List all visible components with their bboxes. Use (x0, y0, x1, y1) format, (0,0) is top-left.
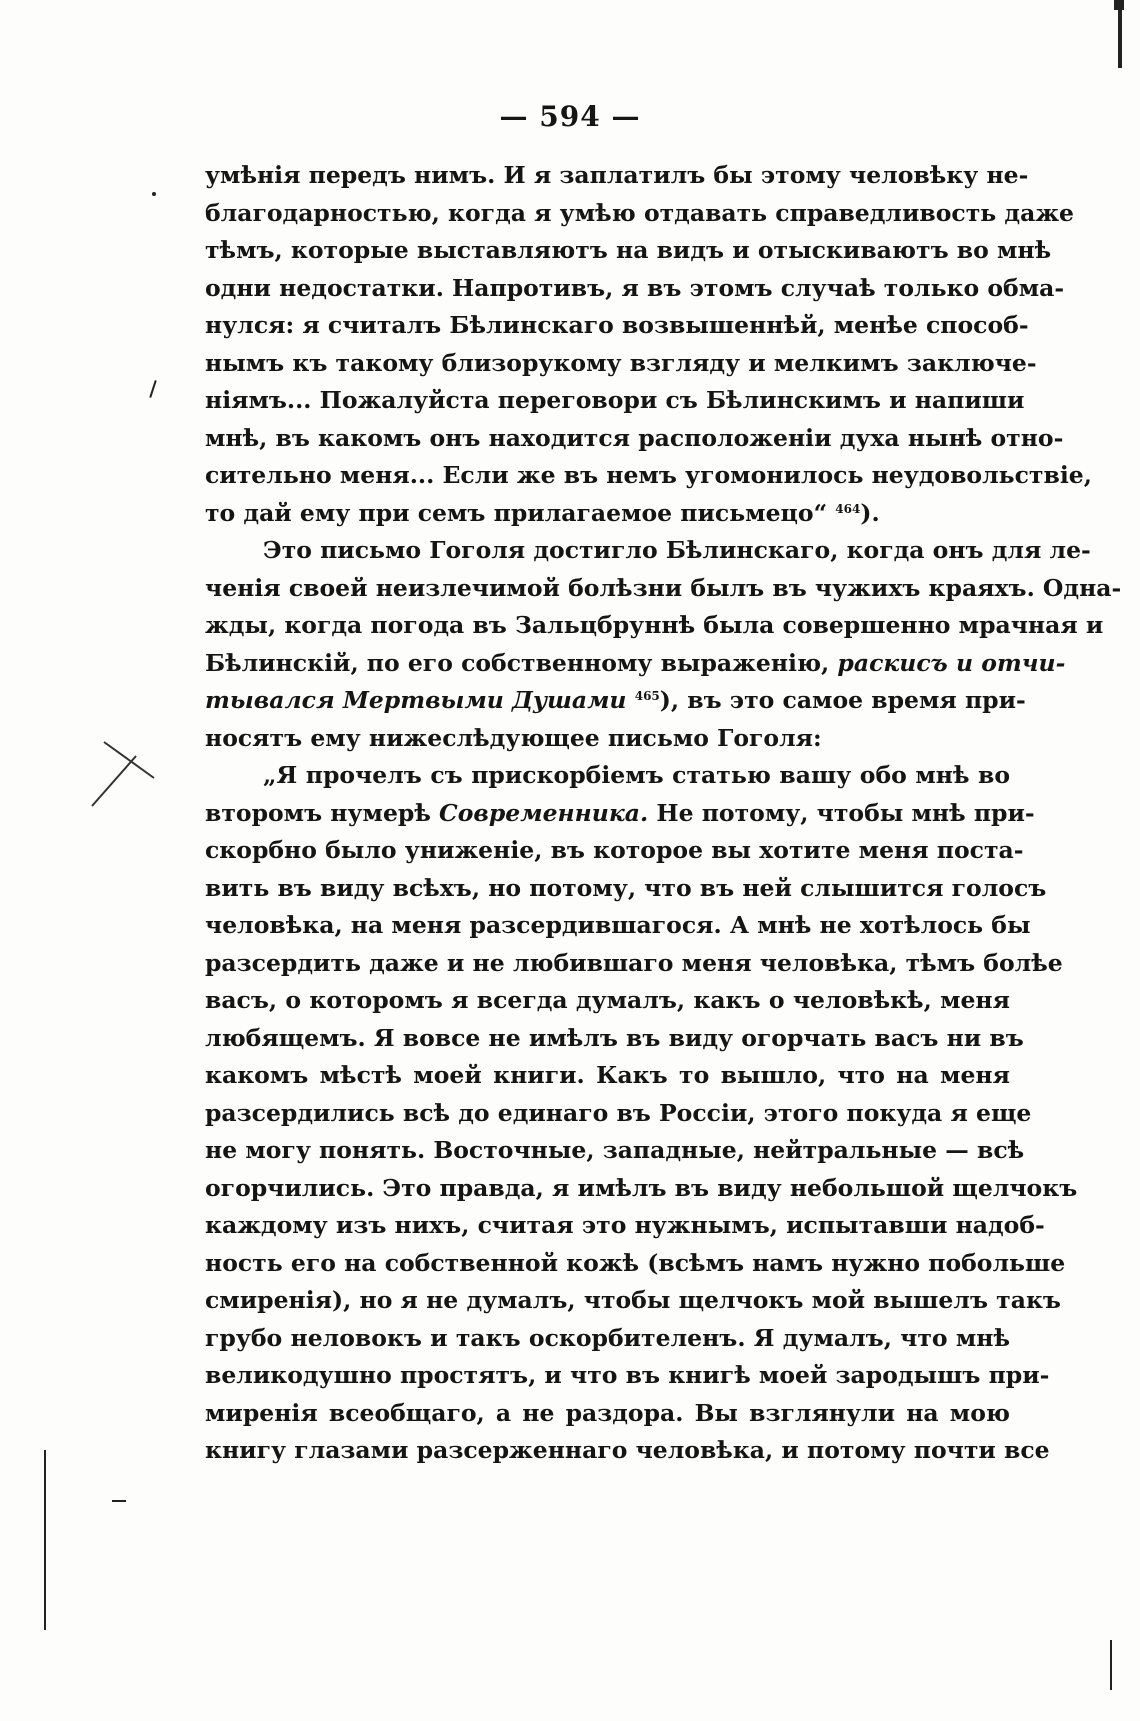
text-line: благодарностью, когда я умѣю отдавать справедливость даже (205, 198, 1074, 227)
text-line: книгу глазами разсерженнаго человѣка, и потому почти все (205, 1436, 1050, 1464)
text-line: скорбно было униженіе, въ которое вы хотите меня поста- (205, 836, 1024, 864)
text-line: умѣнія передъ нимъ. И я заплатилъ бы этому человѣку не- (205, 161, 1029, 189)
scan-edge-mark (44, 1450, 46, 1630)
text-line: одни недостатки. Напротивъ, я въ этомъ случаѣ только обма- (205, 273, 1065, 302)
text-line: нымъ къ такому близорукому взгляду и мелкимъ заключе- (205, 348, 1037, 377)
text-line: миренія всеобщаго, а не раздора. Вы взглянули на мою (205, 1398, 1010, 1427)
page-number: — 594 — (499, 100, 641, 133)
text-line: каждому изъ нихъ, считая это нужнымъ, испытавши надоб- (205, 1211, 1045, 1239)
text-line: нулся: я считалъ Бѣлинскаго возвышеннѣй, менѣе способ- (205, 311, 1029, 339)
text-line: „Я прочелъ съ прискорбіемъ статью вашу обо мнѣ во (263, 761, 1010, 789)
italic-fragment: раскисъ и отчи- (837, 648, 1066, 677)
pencil-dot-mark (152, 192, 156, 196)
text-line: великодушно простятъ, и что въ книгѣ моей зародышъ при- (205, 1361, 1050, 1389)
text-line (205, 495, 1010, 533)
text-line: какомъ мѣстѣ моей книги. Какъ то вышло, что на меня (205, 1061, 1010, 1089)
text-line (205, 795, 1035, 833)
scan-edge-mark (1118, 0, 1122, 68)
text-line: сительно меня... Если же въ немъ угомонилось неудовольствіе, (205, 461, 1092, 489)
text-line: разсердились всѣ до единаго въ Россіи, этого покуда я еще (205, 1098, 1032, 1127)
text-line: грубо неловокъ и такъ оскорбителенъ. Я думалъ, что мнѣ (205, 1323, 1010, 1352)
paragraph-3 (205, 757, 1078, 1470)
text-line: мнѣ, въ какомъ онъ находится расположеніи духа нынѣ отно- (205, 423, 1064, 452)
text-line: не могу понять. Восточные, западные, нейтральные — всѣ (205, 1136, 1025, 1164)
footnote-ref: 464 (835, 501, 861, 516)
text-line: ность его на собственной кожѣ (всѣмъ намъ нужно побольше (205, 1248, 1066, 1277)
text-line: васъ, о которомъ я всегда думалъ, какъ о человѣкѣ, меня (205, 986, 1010, 1014)
italic-fragment: тывался Мертвыми Душами (205, 686, 627, 714)
text-line: человѣка, на меня разсердившагося. А мнѣ не хотѣлось бы (205, 911, 1031, 939)
scan-edge-mark (1110, 1640, 1112, 1690)
text-fragment: ). (860, 498, 880, 527)
pencil-cross-mark (84, 738, 164, 808)
paragraph-1 (205, 157, 1092, 532)
text-line (205, 645, 1066, 683)
scan-edge-mark (112, 1500, 126, 1502)
text-line: смиренія), но я не думалъ, чтобы щелчокъ мой вышелъ такъ (205, 1286, 1061, 1314)
text-line: носятъ ему нижеслѣдующее письмо Гоголя: (205, 723, 822, 752)
text-fragment: Не потому, чтобы мнѣ при- (648, 798, 1035, 827)
scan-edge-mark (1114, 0, 1124, 10)
text-line: любящемъ. Я вовсе не имѣлъ въ виду огорчать васъ ни въ (205, 1023, 1024, 1052)
text-fragment: то дай ему при семъ прилагаемое письмецо“ (205, 498, 828, 527)
italic-fragment: Современника. (439, 798, 649, 827)
text-line: вить въ виду всѣхъ, но потому, что въ ней слышится голосъ (205, 873, 1047, 902)
paragraph-2 (205, 532, 1122, 757)
text-line: огорчились. Это правда, я имѣлъ въ виду небольшой щелчокъ (205, 1173, 1078, 1202)
text-fragment: второмъ нумерѣ (205, 798, 440, 827)
text-fragment: Бѣлинскій, по его собственному выраженію, (205, 648, 838, 677)
text-line: жды, когда погода въ Зальцбруннѣ была совершенно мрачная и (205, 611, 1104, 639)
text-line (205, 682, 1026, 720)
text-line: тѣмъ, которые выставляютъ на видъ и отыскиваютъ во мнѣ (205, 236, 1052, 264)
pencil-dash-mark (149, 380, 156, 398)
text-line: разсердить даже и не любившаго меня человѣка, тѣмъ болѣе (205, 948, 1063, 977)
text-line: ніямъ... Пожалуйста переговори съ Бѣлинскимъ и напиши (205, 386, 1025, 414)
text-line: ченія своей неизлечимой болѣзни былъ въ чужихъ краяхъ. Одна- (205, 573, 1122, 602)
text-fragment: ), въ это самое время при- (659, 686, 1026, 714)
text-line: Это письмо Гоголя достигло Бѣлинскаго, когда онъ для ле- (263, 536, 1091, 564)
footnote-ref: 465 (634, 689, 660, 703)
